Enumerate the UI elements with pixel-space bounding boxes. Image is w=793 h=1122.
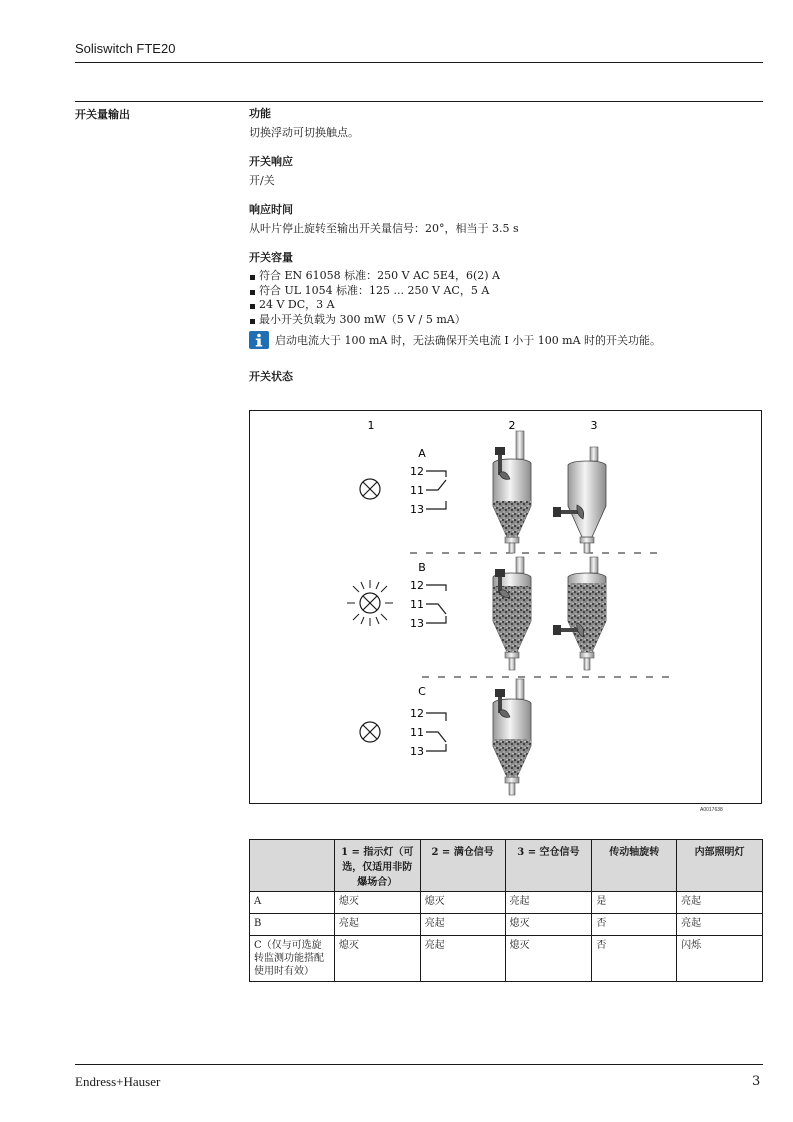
- capacity-heading: 开关容量: [249, 251, 293, 264]
- terminal-label: 12: [410, 579, 424, 592]
- table-cell: C（仅与可选旋转监测功能搭配使用时有效）: [250, 936, 335, 982]
- header-rule: [75, 62, 763, 63]
- silo-icon: [490, 679, 535, 795]
- list-item: 符合 EN 61058 标准：250 V AC 5E4，6(2) A: [249, 269, 763, 284]
- page-number: 3: [752, 1074, 761, 1089]
- lamp-off-icon: [360, 722, 380, 742]
- footer-rule: [75, 1064, 763, 1065]
- column-label-2: 2: [508, 419, 516, 432]
- column-label-3: 3: [590, 419, 598, 432]
- switch-state-table: [249, 839, 763, 982]
- silo-icon: [553, 447, 606, 553]
- terminal-label: 13: [410, 617, 424, 630]
- table-cell: 否: [592, 914, 677, 936]
- document-title: Soliswitch FTE20: [75, 41, 176, 56]
- table-row: [250, 892, 763, 914]
- table-cell: 亮起: [420, 936, 505, 982]
- table-cell: 闪烁: [677, 936, 763, 982]
- contact-switch-icon: [426, 585, 446, 623]
- response-time-text: 从叶片停止旋转至输出开关量信号：20°，相当于 3.5 s: [249, 222, 519, 235]
- response-text: 开/关: [249, 174, 275, 187]
- table-cell: A: [250, 892, 335, 914]
- silo-icon: [490, 557, 535, 670]
- table-cell: 亮起: [505, 892, 592, 914]
- table-cell: 否: [592, 936, 677, 982]
- table-header-row: [250, 840, 763, 892]
- state-heading: 开关状态: [249, 370, 293, 383]
- table-header-cell: 1 = 指示灯（可选，仅适用非防爆场合）: [334, 840, 420, 892]
- table-cell: B: [250, 914, 335, 936]
- terminal-label: 11: [410, 598, 424, 611]
- terminal-label: 13: [410, 503, 424, 516]
- table-cell: 熄灭: [505, 936, 592, 982]
- column-label-1: 1: [367, 419, 375, 432]
- section-rule: [75, 101, 763, 102]
- info-note: [249, 331, 763, 349]
- response-time-heading: 响应时间: [249, 203, 293, 216]
- function-heading: 功能: [249, 107, 271, 120]
- lamp-off-icon: [360, 479, 380, 499]
- switch-state-diagram: [250, 411, 763, 805]
- function-text: 切换浮动可切换触点。: [249, 126, 359, 139]
- terminal-label: 13: [410, 745, 424, 758]
- table-header-cell: 3 = 空仓信号: [505, 840, 592, 892]
- silo-icon: [553, 557, 610, 670]
- row-label-b: B: [418, 561, 426, 574]
- table-cell: 熄灭: [334, 936, 420, 982]
- switch-state-figure: [249, 410, 762, 804]
- capacity-list: [249, 269, 763, 327]
- contact-switch-icon: [426, 471, 446, 509]
- table-header-cell: 内部照明灯: [677, 840, 763, 892]
- contact-switch-icon: [426, 713, 446, 751]
- response-heading: 开关响应: [249, 155, 293, 168]
- table-header-cell: 2 = 满仓信号: [420, 840, 505, 892]
- section-title: 开关量输出: [75, 108, 130, 121]
- table-row: [250, 936, 763, 982]
- list-item: 符合 UL 1054 标准：125 ... 250 V AC，5 A: [249, 284, 763, 299]
- row-label-c: C: [418, 685, 426, 698]
- table-header-cell: 传动轴旋转: [592, 840, 677, 892]
- table-cell: 亮起: [334, 914, 420, 936]
- table-row: [250, 914, 763, 936]
- table-cell: 是: [592, 892, 677, 914]
- silo-icon: [490, 431, 535, 553]
- table-cell: 熄灭: [420, 892, 505, 914]
- content-column: [249, 106, 763, 388]
- row-label-a: A: [418, 447, 426, 460]
- footer-brand: Endress+Hauser: [75, 1074, 161, 1089]
- list-item: 最小开关负载为 300 mW（5 V / 5 mA）: [249, 313, 763, 328]
- list-item: 24 V DC，3 A: [249, 298, 763, 313]
- table-cell: 亮起: [677, 892, 763, 914]
- table-cell: 亮起: [420, 914, 505, 936]
- table-cell: 熄灭: [505, 914, 592, 936]
- info-note-text: 启动电流大于 100 mA 时，无法确保开关电流 I 小于 100 mA 时的开关功能。: [275, 333, 662, 347]
- info-icon: [249, 331, 269, 349]
- figure-code: A0017638: [700, 807, 723, 813]
- table-header-cell: [250, 840, 335, 892]
- table-cell: 熄灭: [334, 892, 420, 914]
- terminal-label: 11: [410, 484, 424, 497]
- terminal-label: 11: [410, 726, 424, 739]
- lamp-on-icon: [347, 580, 393, 626]
- terminal-label: 12: [410, 465, 424, 478]
- terminal-label: 12: [410, 707, 424, 720]
- table-cell: 亮起: [677, 914, 763, 936]
